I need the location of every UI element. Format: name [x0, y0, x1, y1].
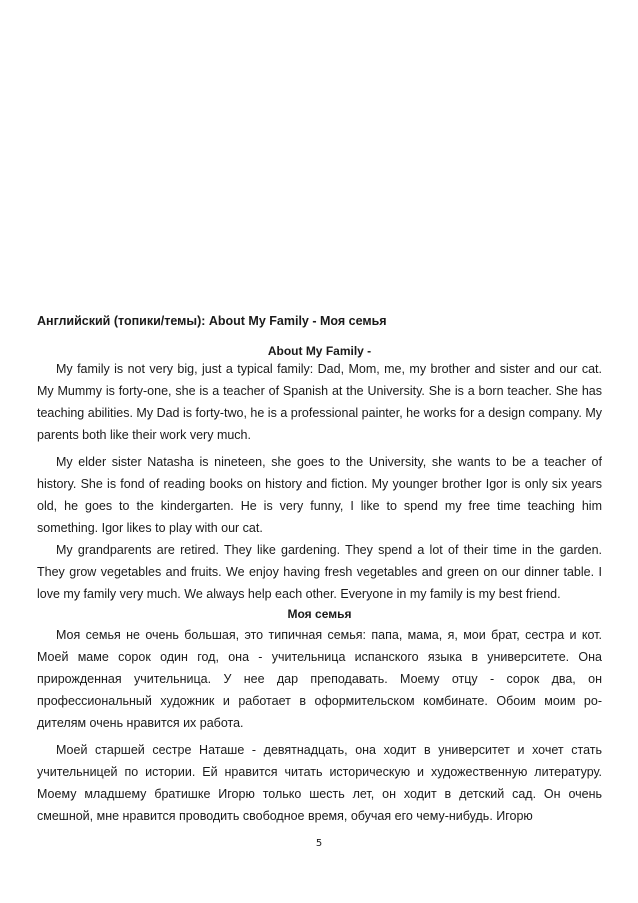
- english-paragraph: My grandparents are retired. They like gardening. They spend a lot of their time in the garden. They grow vegetables and fruits. We enjoy having fresh vegetables and green on our dinner table. I love my family very much. We always help each other. Everyone in my family is my best friend.: [37, 543, 602, 601]
- english-paragraph: My elder sister Natasha is nineteen, she goes to the University, she wants to be a teacher of history. She is fond of reading books on history and fiction. My younger brother Igor is only six years old, he goes to the kindergarten. He is very funny, I like to spend my free time teaching him something. Igor likes to play with our cat.: [37, 455, 602, 535]
- russian-section-title: Моя семья: [287, 607, 352, 621]
- russian-paragraph: Моя семья не очень большая, это типичная семья: папа, мама, я, мои брат, сестра и кот. Моей маме сорок один год, она - учительница испанского языка в университете. Она прирожденная учительница. У нее дар преподавать. Моему отцу - сорок два, он профессиональный художник и работает в оформительском комбинате. Обоим моим ро-дителям очень нравится их работа.: [37, 628, 602, 730]
- page-number: 5: [315, 838, 323, 849]
- russian-paragraph: Моей старшей сестре Наташе - девятнадцать, она ходит в университет и хочет стать учительницей по истории. Ей нравится читать историческую и художественную литературу. Моему младшему братишке Игорю только шесть лет, он ходит в детский сад. Он очень смешной, мне нравится проводить свободное время, обучая его чему-нибудь. Игорю: [37, 743, 602, 823]
- english-paragraph: My family is not very big, just a typical family: Dad, Mom, me, my brother and sister and our cat. My Mummy is forty-one, she is a teacher of Spanish at the University. She is a born teacher. She has teaching abilities. My Dad is forty-two, he is a professional painter, he works for a design company. My parents both like their work very much.: [37, 362, 602, 442]
- english-section-title: About My Family -: [267, 344, 372, 358]
- document-heading: Английский (топики/темы): About My Family - Моя семья: [37, 314, 387, 328]
